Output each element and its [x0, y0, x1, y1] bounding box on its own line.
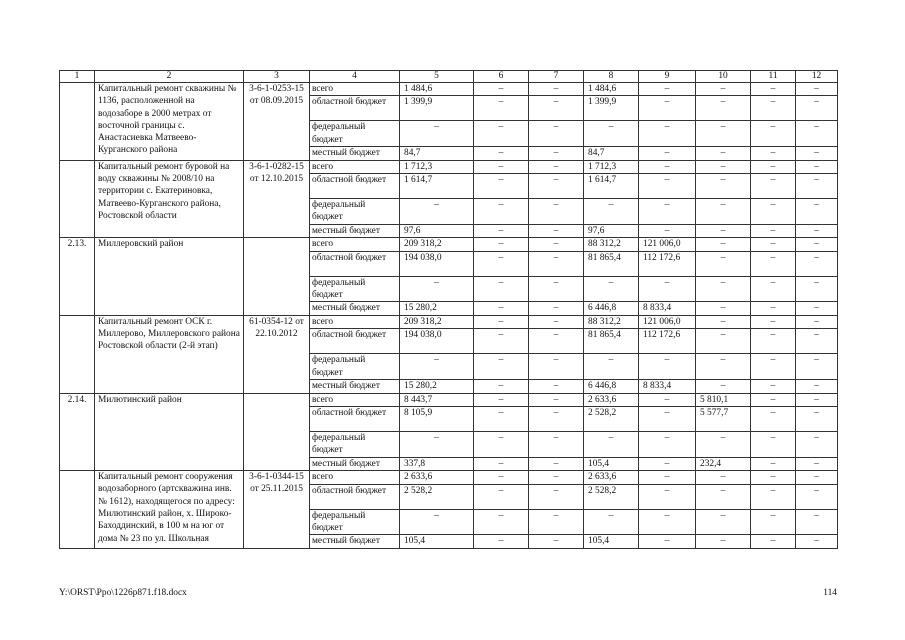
value-cell: –: [529, 83, 584, 96]
value-cell: 8 443,7: [400, 393, 474, 406]
value-cell: –: [751, 160, 796, 173]
column-header: 7: [529, 71, 584, 83]
value-cell: –: [474, 174, 529, 199]
value-cell: –: [639, 96, 696, 121]
budget-category: местный бюджет: [310, 224, 400, 237]
value-cell: –: [751, 96, 796, 121]
value-cell: –: [529, 509, 584, 535]
file-path: Y:\ORST\Ppo\1226p871.f18.docx: [59, 588, 187, 598]
value-cell: –: [529, 354, 584, 380]
value-cell: –: [796, 302, 838, 315]
value-cell: 8 833,4: [639, 380, 696, 393]
value-cell: –: [474, 431, 529, 457]
value-cell: 15 280,2: [400, 302, 474, 315]
budget-category: всего: [310, 315, 400, 328]
value-cell: –: [474, 329, 529, 354]
value-cell: –: [796, 238, 838, 251]
budget-category: местный бюджет: [310, 535, 400, 548]
value-cell: 1 614,7: [584, 174, 639, 199]
budget-table: [59, 70, 838, 549]
value-cell: –: [639, 431, 696, 457]
value-cell: –: [529, 174, 584, 199]
budget-category: местный бюджет: [310, 302, 400, 315]
value-cell: –: [796, 354, 838, 380]
value-cell: –: [696, 535, 751, 548]
value-cell: 2 528,2: [584, 484, 639, 509]
column-header: 10: [696, 71, 751, 83]
value-cell: –: [796, 199, 838, 225]
value-cell: –: [529, 431, 584, 457]
value-cell: –: [529, 251, 584, 276]
value-cell: –: [474, 121, 529, 147]
budget-category: областной бюджет: [310, 96, 400, 121]
value-cell: –: [696, 251, 751, 276]
value-cell: –: [751, 276, 796, 302]
value-cell: –: [584, 431, 639, 457]
value-cell: 1 484,6: [584, 83, 639, 96]
value-cell: –: [529, 199, 584, 225]
value-cell: –: [696, 199, 751, 225]
budget-category: местный бюджет: [310, 457, 400, 470]
value-cell: –: [696, 431, 751, 457]
document-code: 3-6-1-0282-15 от 12.10.2015: [244, 160, 310, 238]
value-cell: –: [529, 406, 584, 431]
value-cell: –: [584, 276, 639, 302]
table-row: [60, 315, 838, 328]
value-cell: –: [751, 315, 796, 328]
value-cell: 81 865,4: [584, 329, 639, 354]
value-cell: –: [696, 96, 751, 121]
value-cell: –: [639, 509, 696, 535]
value-cell: –: [796, 96, 838, 121]
value-cell: 1 712,3: [400, 160, 474, 173]
value-cell: –: [751, 380, 796, 393]
budget-category: всего: [310, 471, 400, 484]
value-cell: –: [529, 315, 584, 328]
value-cell: –: [639, 160, 696, 173]
value-cell: –: [639, 535, 696, 548]
value-cell: –: [474, 393, 529, 406]
value-cell: –: [696, 380, 751, 393]
value-cell: –: [474, 354, 529, 380]
value-cell: –: [529, 457, 584, 470]
value-cell: –: [796, 174, 838, 199]
value-cell: –: [529, 147, 584, 160]
value-cell: 2 528,2: [400, 484, 474, 509]
value-cell: 84,7: [400, 147, 474, 160]
item-number: [60, 471, 95, 549]
value-cell: 8 105,9: [400, 406, 474, 431]
value-cell: –: [400, 354, 474, 380]
value-cell: –: [796, 121, 838, 147]
item-number: [60, 160, 95, 238]
value-cell: –: [796, 535, 838, 548]
value-cell: –: [474, 199, 529, 225]
value-cell: 209 318,2: [400, 238, 474, 251]
value-cell: 8 833,4: [639, 302, 696, 315]
value-cell: –: [529, 535, 584, 548]
value-cell: –: [751, 147, 796, 160]
value-cell: –: [529, 302, 584, 315]
budget-category: федеральный бюджет: [310, 121, 400, 147]
value-cell: –: [474, 457, 529, 470]
value-cell: –: [796, 393, 838, 406]
budget-category: областной бюджет: [310, 251, 400, 276]
column-header: 4: [310, 71, 400, 83]
value-cell: –: [529, 238, 584, 251]
value-cell: –: [751, 406, 796, 431]
value-cell: 84,7: [584, 147, 639, 160]
value-cell: –: [796, 329, 838, 354]
column-header: 8: [584, 71, 639, 83]
value-cell: –: [639, 224, 696, 237]
value-cell: –: [751, 251, 796, 276]
document-code: [244, 393, 310, 471]
value-cell: –: [584, 199, 639, 225]
item-number: 2.13.: [60, 238, 95, 316]
value-cell: –: [584, 354, 639, 380]
object-name: Капитальный ремонт скважины № 1136, расположенной на водозаборе в 2000 метрах от восточной границы с. Анастасиевка Матвеево-Курганского района: [95, 83, 244, 161]
value-cell: –: [474, 83, 529, 96]
value-cell: –: [796, 484, 838, 509]
value-cell: –: [639, 174, 696, 199]
value-cell: –: [400, 121, 474, 147]
value-cell: –: [796, 147, 838, 160]
value-cell: –: [529, 276, 584, 302]
value-cell: –: [796, 471, 838, 484]
budget-category: федеральный бюджет: [310, 199, 400, 225]
value-cell: 1 712,3: [584, 160, 639, 173]
value-cell: –: [796, 315, 838, 328]
item-number: [60, 83, 95, 161]
value-cell: 1 399,9: [584, 96, 639, 121]
value-cell: –: [696, 121, 751, 147]
value-cell: –: [796, 160, 838, 173]
value-cell: 194 038,0: [400, 329, 474, 354]
budget-category: местный бюджет: [310, 380, 400, 393]
value-cell: –: [529, 380, 584, 393]
item-number: [60, 315, 95, 393]
value-cell: –: [639, 406, 696, 431]
column-header: 1: [60, 71, 95, 83]
value-cell: 15 280,2: [400, 380, 474, 393]
budget-category: областной бюджет: [310, 406, 400, 431]
value-cell: –: [796, 224, 838, 237]
budget-category: всего: [310, 83, 400, 96]
value-cell: –: [639, 457, 696, 470]
value-cell: –: [400, 276, 474, 302]
value-cell: –: [474, 535, 529, 548]
value-cell: –: [529, 96, 584, 121]
value-cell: –: [474, 380, 529, 393]
value-cell: 2 528,2: [584, 406, 639, 431]
value-cell: –: [696, 224, 751, 237]
column-header: 12: [796, 71, 838, 83]
value-cell: –: [639, 393, 696, 406]
value-cell: –: [529, 160, 584, 173]
budget-category: областной бюджет: [310, 484, 400, 509]
value-cell: –: [796, 431, 838, 457]
value-cell: –: [529, 471, 584, 484]
value-cell: –: [696, 302, 751, 315]
value-cell: –: [474, 315, 529, 328]
value-cell: –: [696, 509, 751, 535]
budget-category: федеральный бюджет: [310, 354, 400, 380]
column-header: 3: [244, 71, 310, 83]
value-cell: 1 399,9: [400, 96, 474, 121]
value-cell: –: [474, 276, 529, 302]
table-row: [60, 160, 838, 173]
value-cell: –: [696, 174, 751, 199]
value-cell: 209 318,2: [400, 315, 474, 328]
value-cell: –: [400, 509, 474, 535]
object-name: Капитальный ремонт буровой на воду скважины № 2008/10 на территории с. Екатериновка, Матвеево-Курганского района, Ростовской области: [95, 160, 244, 238]
budget-category: федеральный бюджет: [310, 509, 400, 535]
budget-category: всего: [310, 160, 400, 173]
value-cell: 112 172,6: [639, 329, 696, 354]
value-cell: –: [400, 199, 474, 225]
value-cell: –: [474, 406, 529, 431]
object-name: Капитальный ремонт ОСК г. Миллерово, Миллеровского района Ростовской области (2-й этап): [95, 315, 244, 393]
value-cell: –: [751, 329, 796, 354]
value-cell: 105,4: [400, 535, 474, 548]
value-cell: –: [796, 251, 838, 276]
value-cell: –: [696, 484, 751, 509]
value-cell: –: [584, 509, 639, 535]
budget-category: областной бюджет: [310, 174, 400, 199]
column-header: 11: [751, 71, 796, 83]
value-cell: 337,8: [400, 457, 474, 470]
value-cell: –: [696, 471, 751, 484]
value-cell: –: [639, 83, 696, 96]
budget-category: федеральный бюджет: [310, 431, 400, 457]
value-cell: 2 633,6: [584, 393, 639, 406]
budget-category: всего: [310, 238, 400, 251]
value-cell: –: [751, 199, 796, 225]
value-cell: –: [751, 509, 796, 535]
column-header: 2: [95, 71, 244, 83]
value-cell: –: [696, 147, 751, 160]
value-cell: –: [696, 160, 751, 173]
value-cell: –: [751, 484, 796, 509]
value-cell: –: [474, 302, 529, 315]
value-cell: –: [696, 276, 751, 302]
value-cell: –: [796, 276, 838, 302]
value-cell: 88 312,2: [584, 238, 639, 251]
value-cell: –: [696, 329, 751, 354]
value-cell: 88 312,2: [584, 315, 639, 328]
value-cell: –: [796, 509, 838, 535]
value-cell: 2 633,6: [400, 471, 474, 484]
value-cell: –: [529, 121, 584, 147]
value-cell: 194 038,0: [400, 251, 474, 276]
value-cell: –: [751, 238, 796, 251]
value-cell: –: [529, 393, 584, 406]
value-cell: –: [400, 431, 474, 457]
value-cell: 232,4: [696, 457, 751, 470]
value-cell: –: [751, 121, 796, 147]
document-code: [244, 238, 310, 316]
column-header: 5: [400, 71, 474, 83]
value-cell: –: [639, 276, 696, 302]
value-cell: 105,4: [584, 535, 639, 548]
value-cell: –: [474, 224, 529, 237]
document-code: 3-6-1-0253-15 от 08.09.2015: [244, 83, 310, 161]
column-header: 9: [639, 71, 696, 83]
value-cell: 6 446,8: [584, 302, 639, 315]
page-number: 114: [823, 588, 837, 598]
value-cell: –: [796, 83, 838, 96]
value-cell: 5 810,1: [696, 393, 751, 406]
value-cell: –: [751, 535, 796, 548]
value-cell: –: [751, 224, 796, 237]
value-cell: –: [751, 302, 796, 315]
value-cell: 81 865,4: [584, 251, 639, 276]
value-cell: 105,4: [584, 457, 639, 470]
value-cell: –: [639, 484, 696, 509]
value-cell: 112 172,6: [639, 251, 696, 276]
value-cell: 121 006,0: [639, 238, 696, 251]
budget-category: областной бюджет: [310, 329, 400, 354]
document-code: 3-6-1-0344-15 от 25.11.2015: [244, 471, 310, 549]
budget-category: местный бюджет: [310, 147, 400, 160]
document-code: 61-0354-12 от 22.10.2012: [244, 315, 310, 393]
value-cell: –: [751, 174, 796, 199]
value-cell: –: [474, 484, 529, 509]
value-cell: 1 484,6: [400, 83, 474, 96]
value-cell: –: [639, 199, 696, 225]
value-cell: –: [474, 147, 529, 160]
value-cell: –: [751, 354, 796, 380]
header-row: [60, 71, 838, 83]
value-cell: –: [696, 83, 751, 96]
value-cell: –: [584, 121, 639, 147]
value-cell: –: [639, 121, 696, 147]
value-cell: –: [529, 224, 584, 237]
value-cell: –: [474, 238, 529, 251]
value-cell: 97,6: [400, 224, 474, 237]
object-name: Миллеровский район: [95, 238, 244, 316]
value-cell: –: [696, 354, 751, 380]
value-cell: –: [751, 431, 796, 457]
value-cell: –: [639, 354, 696, 380]
document-page: [59, 70, 837, 549]
table-row: [60, 393, 838, 406]
value-cell: 1 614,7: [400, 174, 474, 199]
value-cell: 6 446,8: [584, 380, 639, 393]
object-name: Милютинский район: [95, 393, 244, 471]
table-row: [60, 471, 838, 484]
value-cell: –: [751, 393, 796, 406]
value-cell: –: [796, 406, 838, 431]
value-cell: –: [474, 96, 529, 121]
value-cell: –: [796, 457, 838, 470]
object-name: Капитальный ремонт сооружения водозаборного (артскважина инв. № 1612), находящегося по адресу: Милютинский район, х. Широко-Баходдинский, в 100 м на юг от дома № 23 по ул. Школьная: [95, 471, 244, 549]
item-number: 2.14.: [60, 393, 95, 471]
value-cell: –: [751, 471, 796, 484]
value-cell: 2 633,6: [584, 471, 639, 484]
value-cell: 121 006,0: [639, 315, 696, 328]
value-cell: –: [474, 509, 529, 535]
budget-category: федеральный бюджет: [310, 276, 400, 302]
value-cell: –: [474, 160, 529, 173]
budget-category: всего: [310, 393, 400, 406]
value-cell: –: [696, 315, 751, 328]
value-cell: –: [639, 471, 696, 484]
value-cell: 97,6: [584, 224, 639, 237]
value-cell: –: [474, 251, 529, 276]
value-cell: –: [529, 329, 584, 354]
value-cell: –: [696, 238, 751, 251]
value-cell: 5 577,7: [696, 406, 751, 431]
value-cell: –: [639, 147, 696, 160]
value-cell: –: [474, 471, 529, 484]
value-cell: –: [751, 83, 796, 96]
value-cell: –: [796, 380, 838, 393]
table-row: [60, 83, 838, 96]
table-row: [60, 238, 838, 251]
value-cell: –: [529, 484, 584, 509]
value-cell: –: [751, 457, 796, 470]
column-header: 6: [474, 71, 529, 83]
